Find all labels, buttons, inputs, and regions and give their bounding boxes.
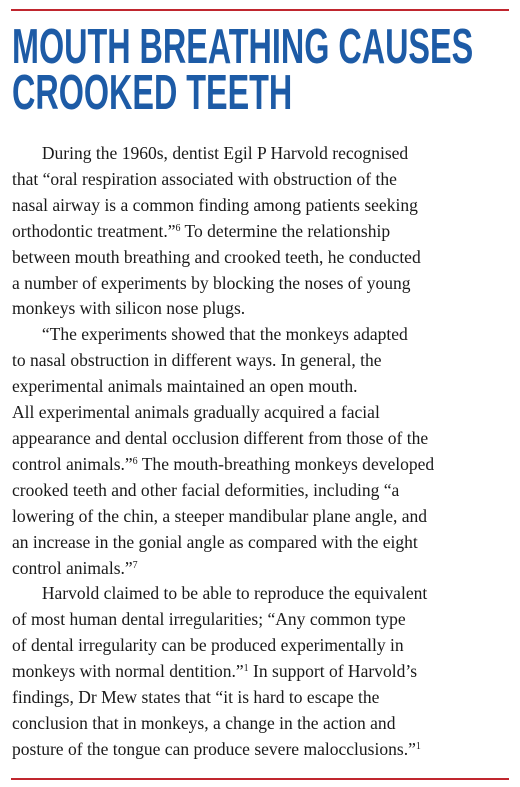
footnote-ref: 7 bbox=[132, 559, 138, 571]
top-rule bbox=[11, 9, 509, 11]
text-line: an increase in the gonial angle as compared with the eight bbox=[12, 531, 418, 552]
text-line bbox=[12, 219, 508, 245]
paragraph bbox=[12, 581, 510, 762]
text-line: experimental animals maintained an open mouth. bbox=[12, 376, 358, 397]
text-line bbox=[12, 556, 508, 582]
text-segment: To determine the relationship bbox=[180, 220, 391, 241]
text-segment: control animals.” bbox=[12, 557, 133, 578]
text-line bbox=[12, 452, 508, 478]
text-line: nasal airway is a common finding among patients seeking bbox=[12, 194, 418, 215]
article-body bbox=[12, 141, 510, 763]
paragraph bbox=[12, 141, 510, 322]
bottom-rule bbox=[11, 778, 509, 780]
text-line: of dental irregularity can be produced experimentally in bbox=[12, 635, 404, 656]
text-line: conclusion that in monkeys, a change in the action and bbox=[12, 712, 396, 733]
text-line: “The experiments showed that the monkeys adapted bbox=[41, 324, 408, 345]
text-line: findings, Dr Mew states that “it is hard to escape the bbox=[12, 687, 380, 708]
text-line: a number of experiments by blocking the noses of young bbox=[12, 272, 411, 293]
headline-line-1: MOUTH BREATHING CAUSES bbox=[12, 20, 474, 74]
text-line: of most human dental irregularities; “Any common type bbox=[12, 609, 406, 630]
article-headline bbox=[12, 20, 474, 120]
text-line: to nasal obstruction in different ways. In general, the bbox=[12, 350, 382, 371]
text-line: lowering of the chin, a steeper mandibular plane angle, and bbox=[12, 505, 428, 526]
text-segment: posture of the tongue can produce severe malocclusions.” bbox=[12, 738, 416, 759]
footnote-ref: 1 bbox=[243, 663, 249, 675]
footnote-ref: 6 bbox=[175, 222, 181, 234]
text-line: During the 1960s, dentist Egil P Harvold recognised bbox=[41, 143, 409, 163]
text-line: that “oral respiration associated with obstruction of the bbox=[12, 168, 397, 189]
text-line: monkeys with silicon nose plugs. bbox=[12, 298, 246, 319]
text-segment: In support of Harvold’s bbox=[248, 661, 418, 682]
text-line: All experimental animals gradually acquired a facial bbox=[12, 402, 380, 423]
text-segment: orthodontic treatment.” bbox=[12, 220, 176, 241]
paragraph bbox=[12, 322, 510, 581]
footnote-ref: 1 bbox=[415, 740, 421, 752]
text-line: Harvold claimed to be able to reproduce the equivalent bbox=[41, 583, 428, 604]
text-segment: The mouth-breathing monkeys developed bbox=[137, 453, 435, 474]
text-segment: monkeys with normal dentition.” bbox=[12, 661, 244, 682]
text-line bbox=[12, 659, 508, 685]
text-line: appearance and dental occlusion different from those of the bbox=[12, 427, 429, 448]
text-line bbox=[12, 737, 508, 763]
text-segment: control animals.” bbox=[12, 453, 133, 474]
text-line: crooked teeth and other facial deformities, including “a bbox=[12, 479, 400, 500]
text-line: between mouth breathing and crooked teeth, he conducted bbox=[12, 246, 421, 267]
footnote-ref: 6 bbox=[132, 455, 138, 467]
headline-line-2: CROOKED TEETH bbox=[12, 66, 293, 120]
